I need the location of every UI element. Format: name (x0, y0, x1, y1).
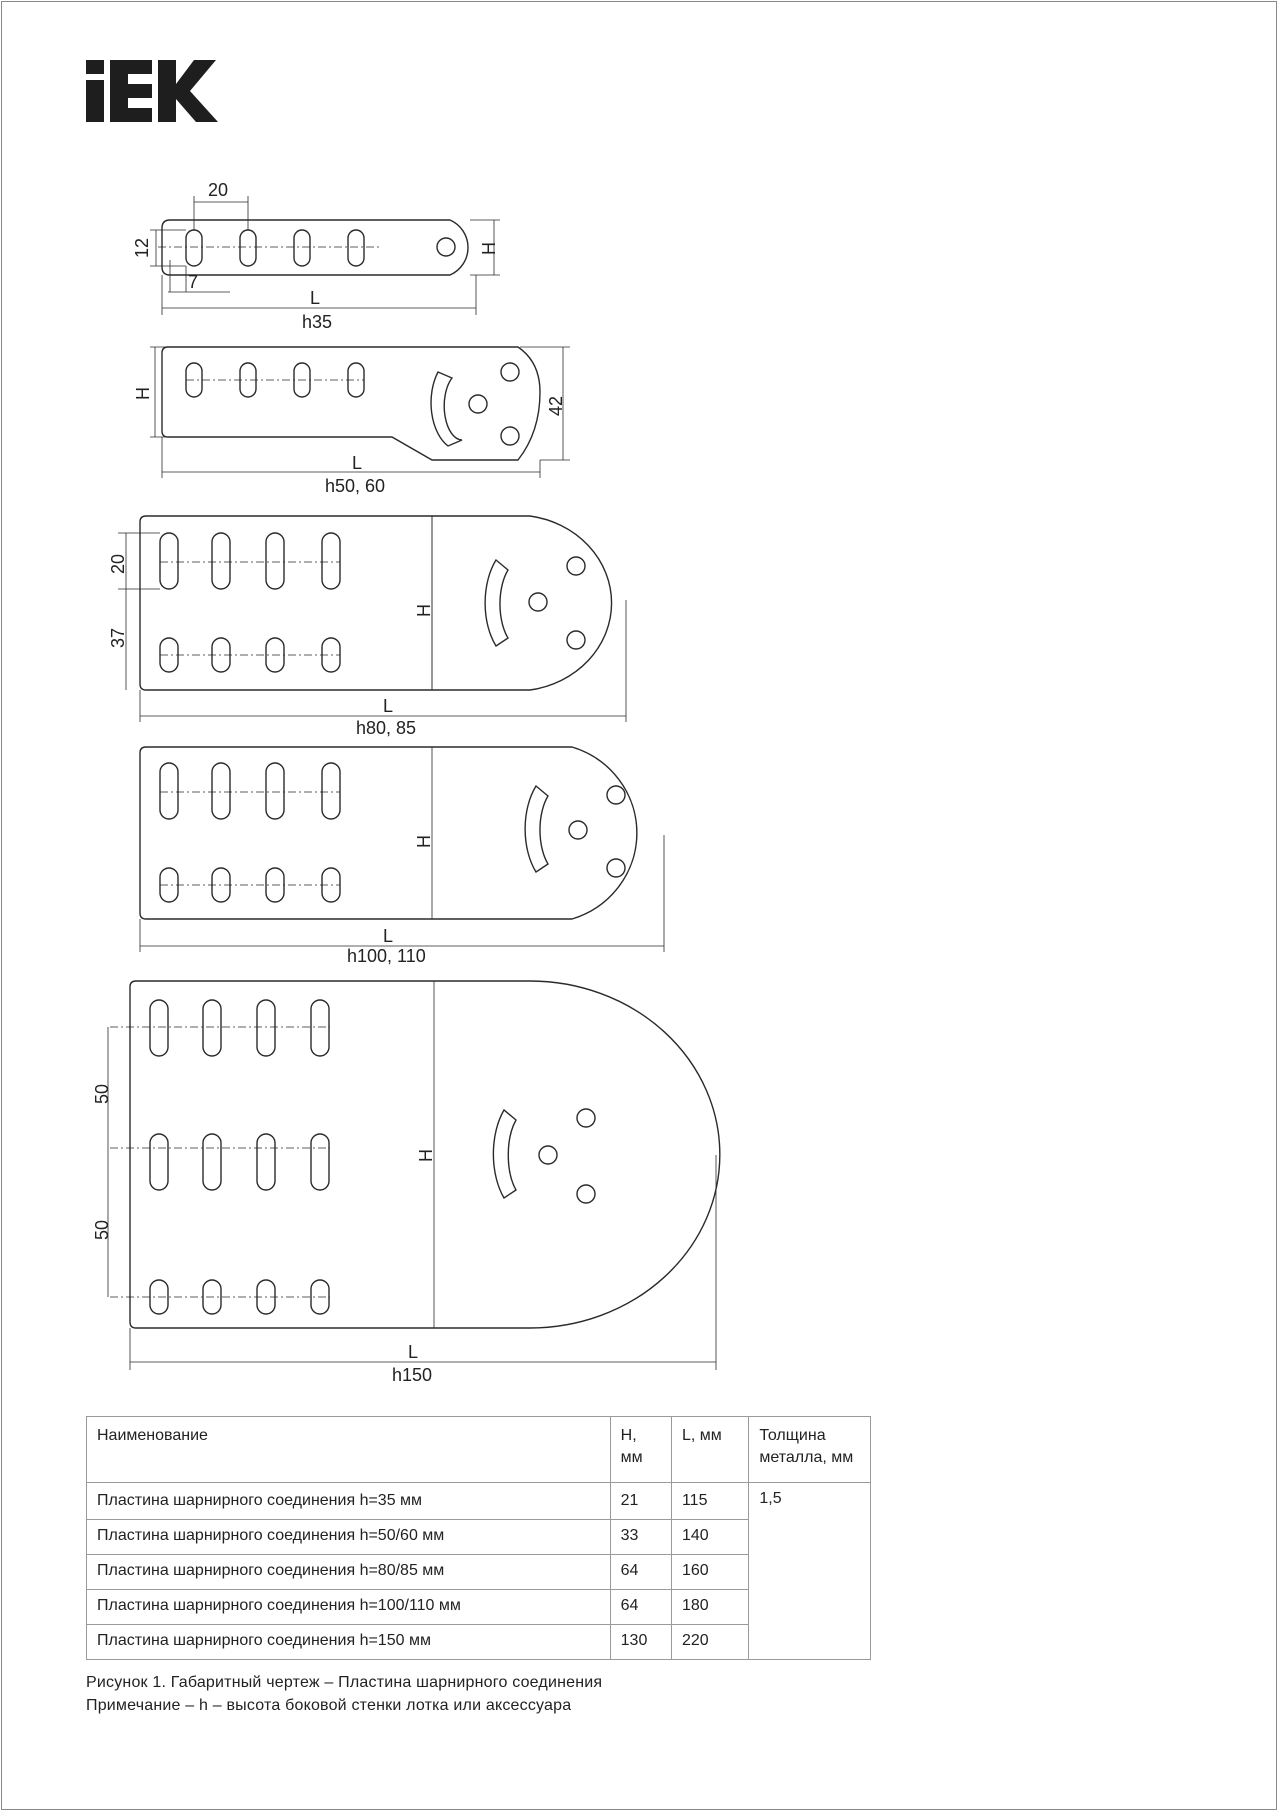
dim-42: 42 (546, 395, 566, 416)
dim-7: 7 (188, 272, 199, 292)
dim-37: 37 (108, 627, 128, 648)
dim-L: L (408, 1342, 419, 1362)
col-header-l: L, мм (671, 1417, 748, 1483)
plate-label: h35 (302, 312, 333, 332)
table-row (87, 1483, 871, 1520)
plate-label: h80, 85 (356, 718, 417, 738)
row-l: 180 (671, 1590, 748, 1625)
dim-H: H (416, 1149, 436, 1162)
dim-H: H (414, 835, 434, 848)
dim-12: 12 (132, 237, 152, 258)
dim-20: 20 (108, 553, 128, 574)
col-header-thickness: Толщина металла, мм (749, 1417, 871, 1483)
dim-L: L (310, 288, 321, 308)
col-header-name: Наименование (87, 1417, 611, 1483)
row-l: 140 (671, 1520, 748, 1555)
row-h: 64 (610, 1590, 671, 1625)
row-h: 130 (610, 1625, 671, 1660)
table-header-row (87, 1417, 871, 1483)
plate-h80-85 (118, 516, 626, 722)
dim-L: L (383, 926, 394, 946)
row-name: Пластина шарнирного соединения h=35 мм (87, 1483, 611, 1520)
plate-h35 (150, 196, 500, 315)
dim-50-bottom: 50 (92, 1219, 112, 1240)
row-thickness: 1,5 (749, 1483, 871, 1660)
row-h: 21 (610, 1483, 671, 1520)
dim-L: L (383, 696, 394, 716)
figure-caption: Рисунок 1. Габаритный чертеж – Пластина шарнирного соединения (86, 1674, 603, 1691)
dim-H: H (133, 387, 153, 400)
row-name: Пластина шарнирного соединения h=80/85 мм (87, 1555, 611, 1590)
row-name: Пластина шарнирного соединения h=50/60 мм (87, 1520, 611, 1555)
plate-label: h100, 110 (347, 946, 426, 966)
plate-label: h150 (392, 1365, 433, 1385)
row-name: Пластина шарнирного соединения h=150 мм (87, 1625, 611, 1660)
col-header-h: H, мм (610, 1417, 671, 1483)
plate-h100-110 (140, 747, 664, 952)
row-l: 115 (671, 1483, 748, 1520)
dim-50-top: 50 (92, 1083, 112, 1104)
plate-h150 (108, 981, 720, 1370)
plate-label: h50, 60 (325, 476, 386, 496)
row-l: 160 (671, 1555, 748, 1590)
row-h: 33 (610, 1520, 671, 1555)
dim-H: H (414, 604, 434, 617)
row-name: Пластина шарнирного соединения h=100/110 мм (87, 1590, 611, 1625)
figure-note: Примечание – h – высота боковой стенки лотка или аксессуара (86, 1697, 572, 1714)
spec-table (86, 1416, 871, 1660)
dim-20: 20 (208, 180, 229, 200)
dim-L: L (352, 453, 363, 473)
dim-H: H (479, 242, 499, 255)
row-l: 220 (671, 1625, 748, 1660)
row-h: 64 (610, 1555, 671, 1590)
